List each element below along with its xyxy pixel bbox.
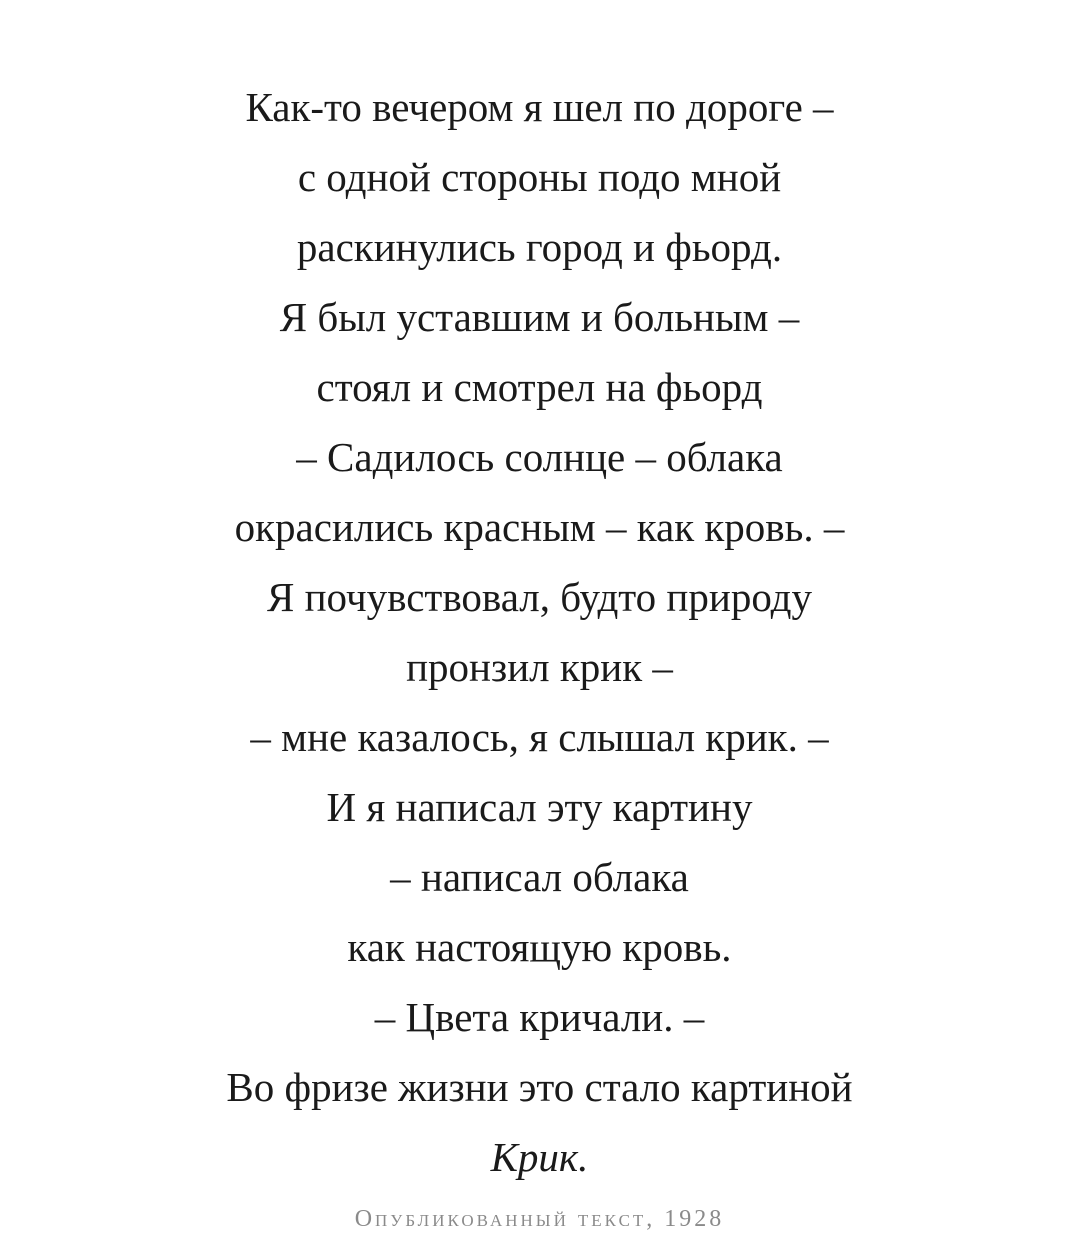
poem-line-6: – Садилось солнце – облака (296, 434, 783, 480)
poem-title-line: Крик. (490, 1134, 589, 1180)
poem-line-3: раскинулись город и фьорд. (296, 224, 783, 270)
poem-line-9: пронзил крик – (406, 644, 673, 690)
poem-line-14: – Цвета кричали. – (374, 994, 705, 1040)
poem-line-4: Я был уставшим и больным – (279, 294, 800, 340)
source-caption: Опубликованный текст, 1928 (354, 1206, 725, 1232)
poem-line-1: Как-то вечером я шел по дороге – (245, 84, 834, 130)
poem-line-8: Я почувствовал, будто природу (266, 574, 812, 620)
poem-line-13: как настоящую кровь. (347, 924, 732, 970)
poem-line-5: стоял и смотрел на фьорд (316, 364, 763, 410)
poem-text (0, 72, 1079, 1192)
poem-line-7: окрасились красным – как кровь. – (234, 504, 845, 550)
poem-line-15: Во фризе жизни это стало картиной (226, 1064, 853, 1110)
poem-line-11: И я написал эту картину (326, 784, 753, 830)
poem-line-10: – мне казалось, я слышал крик. – (250, 714, 829, 760)
poem-line-12: – написал облака (390, 854, 689, 900)
poem-line-2: с одной стороны подо мной (297, 154, 782, 200)
